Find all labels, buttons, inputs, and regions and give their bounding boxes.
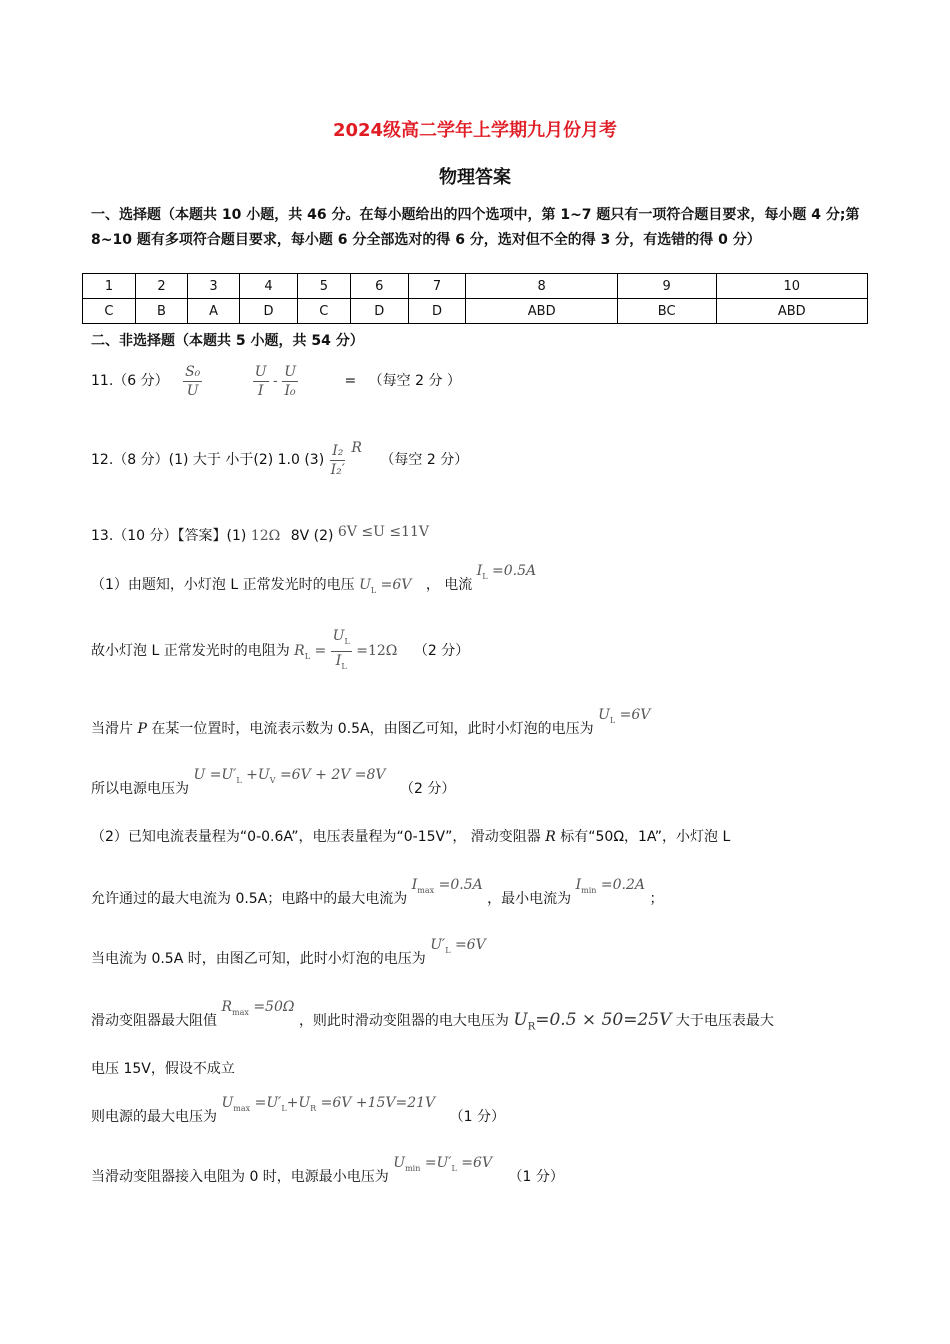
q13-line-10: [91, 1090, 505, 1126]
table-cell: C: [297, 299, 350, 324]
q11-label: 11.（6 分）: [91, 373, 169, 389]
q13-line-2: [91, 618, 469, 675]
math: [294, 643, 326, 659]
note: （1 分）: [449, 1109, 505, 1125]
val: =0.5A: [434, 877, 483, 893]
unit: V: [659, 1010, 672, 1030]
exam-title: 2024级高二学年上学期九月份月考: [332, 120, 618, 141]
sym: +U: [241, 767, 270, 783]
text: 标有“50Ω，1A”，小灯泡 L: [560, 829, 731, 845]
sym: U: [359, 577, 371, 593]
text: ，最小电流为: [487, 891, 572, 907]
sym: I: [575, 877, 582, 893]
text: ，则此时滑动变阻器的电大电压为: [298, 1013, 509, 1029]
sub: L: [370, 585, 377, 595]
sub: L: [341, 661, 347, 671]
math: [221, 999, 294, 1015]
val: =6V: [450, 937, 486, 953]
val: =6V + 2V =8V: [275, 767, 386, 783]
sub: L: [344, 636, 350, 646]
sub: max: [233, 1103, 251, 1113]
math: [430, 937, 486, 953]
q13-line-9: 电压 15V，假设不成立: [91, 1061, 235, 1077]
table-row-answers: [83, 299, 868, 324]
math: [221, 1095, 435, 1111]
table-cell: 7: [408, 274, 466, 299]
sym: =U′: [420, 1155, 452, 1171]
text: 则电源的最大电压为: [91, 1109, 217, 1125]
table-cell: 8: [466, 274, 617, 299]
table-cell: 9: [617, 274, 716, 299]
sym: =U′: [250, 1095, 282, 1111]
text: 滑动变阻器最大阻值: [91, 1013, 217, 1029]
table-cell: 2: [135, 274, 187, 299]
q13-answer-resistance: 12Ω: [250, 528, 281, 544]
text: （1）由题知，小灯泡 L 正常发光时的电压: [91, 577, 355, 593]
sym: +U: [286, 1095, 311, 1111]
note: （2 分）: [413, 643, 470, 659]
math: [393, 1155, 492, 1171]
text: 在某一位置时，电流表示数为 0.5A，由图乙可知，此时小灯泡的电压为: [151, 721, 594, 737]
val: =6V: [456, 1155, 493, 1171]
text: 大于电压表最大: [675, 1013, 774, 1029]
sub: R: [527, 1021, 536, 1033]
math: [598, 707, 650, 723]
table-cell: 6: [350, 274, 408, 299]
sym: U: [598, 707, 610, 723]
sub: max: [417, 885, 435, 895]
val: =6V: [376, 577, 412, 593]
sub: L: [482, 571, 488, 581]
table-cell: D: [240, 299, 298, 324]
text: 当滑片: [91, 721, 133, 737]
symbol-r: R: [545, 829, 556, 845]
val: =6V +15V=21V: [316, 1095, 436, 1111]
q13-line-4: [91, 762, 455, 798]
sub: L: [451, 1163, 457, 1173]
sym: I: [476, 563, 483, 579]
q13-line-11: [91, 1150, 564, 1186]
q12-fraction: $\frac{\text{I₂}}{\text{I₂′}}$: [330, 442, 345, 478]
q11-fraction-1: $\frac{\text{S₀}}{U}$: [185, 363, 201, 399]
math: [477, 563, 536, 579]
q13-line-7: [91, 934, 486, 968]
val: =0.5A: [487, 563, 537, 579]
sub: min: [581, 885, 597, 895]
table-cell: 3: [188, 274, 240, 299]
table-cell: D: [408, 299, 466, 324]
fraction: [331, 627, 352, 676]
q11-minus: -: [273, 373, 278, 389]
table-row-numbers: [83, 274, 868, 299]
sym: U: [393, 1155, 406, 1171]
note: （2 分）: [400, 781, 456, 797]
sym: R: [294, 643, 305, 659]
table-cell: ABD: [466, 299, 617, 324]
answer-table: [82, 273, 868, 324]
text: ；: [649, 891, 664, 907]
sub: L: [236, 775, 242, 785]
q13-line-1: [91, 558, 536, 595]
q13-answer-voltage: 8V (2): [290, 528, 334, 544]
table-cell: D: [350, 299, 408, 324]
sym: U′: [430, 937, 446, 953]
text: 允许通过的最大电流为 0.5A；电路中的最大电流为: [91, 891, 408, 907]
text: ， 电流: [425, 577, 473, 593]
val: =0.2A: [596, 877, 646, 893]
sym: U: [221, 1095, 234, 1111]
text: 当电流为 0.5A 时，由图乙可知，此时小灯泡的电压为: [91, 951, 426, 967]
q13-header: [91, 524, 429, 545]
table-cell: 5: [297, 274, 350, 299]
table-cell: 10: [716, 274, 868, 299]
text: （2）已知电流表量程为“0-0.6A”，电压表量程为“0-15V”， 滑动变阻器: [91, 829, 541, 845]
sym: U: [513, 1010, 528, 1030]
sym: I: [335, 652, 342, 669]
sub: L: [445, 945, 451, 955]
table-cell: B: [135, 299, 187, 324]
sub: V: [269, 775, 276, 785]
q11-line: [91, 352, 461, 400]
val: =12Ω: [356, 643, 398, 659]
den: [334, 652, 349, 676]
val: =0.5 × 50=25: [535, 1010, 660, 1030]
text: 当滑动变阻器接入电阻为 0 时，电源最小电压为: [91, 1169, 389, 1185]
q11-equals: =: [344, 373, 357, 389]
q13-label: 13.（10 分）【答案】(1): [91, 528, 247, 544]
note: （1 分）: [508, 1169, 564, 1185]
text: 所以电源电压为: [91, 781, 189, 797]
table-cell: 4: [240, 274, 298, 299]
sym: U: [332, 627, 345, 644]
symbol-p: P: [137, 721, 147, 737]
sub: L: [281, 1103, 287, 1113]
sym: U =U′: [193, 767, 237, 783]
sub: R: [310, 1103, 317, 1113]
num: [331, 627, 352, 652]
math: [412, 877, 483, 893]
eq: =: [310, 643, 327, 659]
table-cell: 1: [83, 274, 136, 299]
q13-answer-range: 6V ≤U ≤11V: [337, 524, 430, 540]
answer-subtitle: 物理答案: [439, 167, 511, 188]
table-cell: C: [83, 299, 136, 324]
q12-line: [91, 440, 468, 479]
q11-note: （每空 2 分 ）: [368, 373, 461, 389]
q13-line-6: [91, 872, 663, 908]
section1-instructions: 一、选择题（本题共 10 小题，共 46 分。在每小题给出的四个选项中，第 1~7 题只有一项符合题目要求，每小题 4 分;第 8~10 题有多项符合题目要求，每小题 6 分全部选对的得 6 分，选对但不全的得 3 分，有选错的得 0 分）: [91, 207, 860, 248]
q13-line-3: [91, 702, 650, 738]
sub: L: [609, 715, 616, 725]
q13-line-5: [91, 826, 730, 846]
sub: max: [232, 1007, 249, 1017]
math: [193, 767, 385, 783]
sym: R: [221, 999, 232, 1015]
q11-fraction-2: $\frac{U}{I}$: [254, 363, 267, 399]
section2-heading: 二、非选择题（本题共 5 小题，共 54 分）: [91, 333, 364, 349]
math: [359, 577, 411, 593]
val: =6V: [615, 707, 651, 723]
sym: I: [411, 877, 418, 893]
sub: L: [304, 651, 311, 661]
q12-note: （每空 2 分）: [380, 452, 469, 468]
math: [513, 1010, 672, 1033]
sub: min: [405, 1163, 421, 1173]
q13-line-8: [91, 994, 774, 1032]
q12-r-symbol: R: [351, 440, 362, 456]
q11-fraction-3: $\frac{U}{\text{I₀}}$: [284, 363, 296, 399]
table-cell: A: [188, 299, 240, 324]
q12-label: 12.（8 分）(1) 大于 小于(2) 1.0 (3): [91, 452, 325, 468]
table-cell: BC: [617, 299, 716, 324]
val: =50Ω: [248, 999, 295, 1015]
text: 故小灯泡 L 正常发光时的电阻为: [91, 643, 290, 659]
math: [576, 877, 645, 893]
table-cell: ABD: [716, 299, 868, 324]
